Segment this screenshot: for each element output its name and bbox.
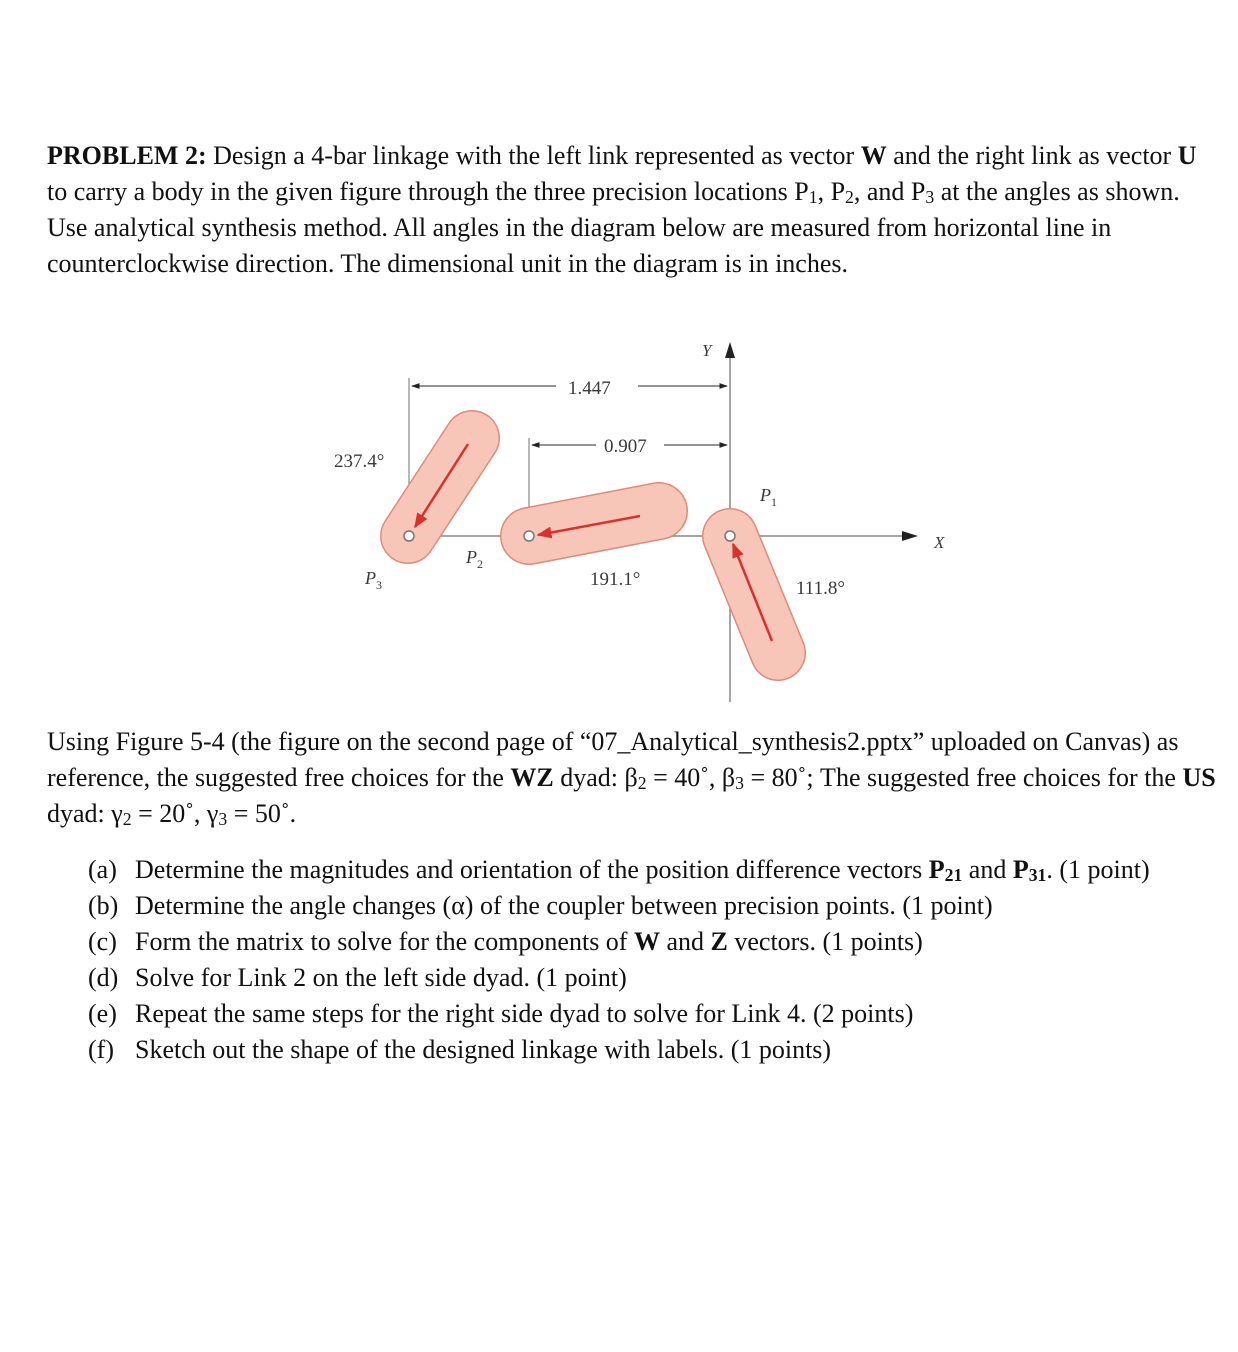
y-axis-arrowhead — [725, 342, 735, 358]
part-c — [88, 924, 1208, 960]
part-d-text: Solve for Link 2 on the left side dyad. (1 point) — [135, 963, 627, 992]
problem-text-4: , P — [817, 177, 846, 206]
p3-label — [364, 568, 382, 592]
part-c-vector-w: W — [633, 927, 660, 956]
x-axis-label: X — [934, 533, 945, 552]
p3-label-sub: 3 — [376, 578, 382, 592]
reference-text-7: = 50˚. — [227, 799, 297, 828]
part-a — [88, 852, 1208, 888]
vector-p21-letter: P — [928, 855, 945, 884]
part-e-label: (e) — [88, 999, 117, 1028]
angle-p3-label: 237.4° — [334, 451, 385, 472]
subscript-3: 3 — [925, 187, 935, 208]
p2-label — [465, 547, 483, 571]
part-c-label: (c) — [88, 927, 117, 956]
part-b — [88, 888, 1208, 924]
part-b-label: (b) — [88, 891, 119, 920]
us-dyad: US — [1182, 763, 1216, 792]
precision-point-p1 — [725, 531, 735, 541]
part-d-label: (d) — [88, 963, 119, 992]
vector-p21 — [929, 855, 963, 884]
part-d — [88, 960, 1208, 996]
y-axis-label: Y — [702, 341, 712, 360]
reference-text-1: Using Figure 5-4 (the figure on the second page of “07_Analytical_synthesis2.pptx” uploaded on Canvas) as reference, the suggested free choices for the — [47, 727, 1179, 792]
problem-heading: PROBLEM 2: — [47, 141, 207, 170]
problem-text-6: at the angles as shown. Use analytical synthesis method. All angles in the diagram below are measured from horizontal line in counterclockwise direction. The dimensional unit in the diagram is in inches. — [47, 177, 1180, 278]
part-c-text-1: Form the matrix to solve for the components of — [135, 927, 634, 956]
precision-point-p3 — [404, 531, 414, 541]
part-e-text: Repeat the same steps for the right side dyad to solve for Link 4. (2 points) — [135, 999, 914, 1028]
p1-label — [759, 485, 777, 509]
gamma2-sub: 2 — [122, 809, 132, 830]
part-f-label: (f) — [88, 1035, 114, 1064]
dimension-1447-label: 1.447 — [568, 378, 611, 399]
vector-u: U — [1177, 141, 1197, 170]
subscript-2: 2 — [845, 187, 854, 208]
part-c-text-2: vectors. (1 points) — [727, 927, 923, 956]
part-a-text-1: Determine the magnitudes and orientation of the position difference vectors — [135, 855, 929, 884]
vector-p31-sub: 31 — [1028, 865, 1047, 886]
wz-dyad: WZ — [510, 763, 554, 792]
linkage-figure — [320, 330, 960, 710]
problem-text-1: Design a 4-bar linkage with the left link represented as vector — [206, 141, 861, 170]
gamma3-sub: 3 — [218, 809, 228, 830]
reference-text-4: = 80˚; The suggested free choices for the — [744, 763, 1183, 792]
dimension-0907-label: 0.907 — [604, 436, 647, 457]
part-a-label: (a) — [88, 855, 117, 884]
part-a-text-2: . (1 point) — [1046, 855, 1150, 884]
part-c-and: and — [659, 927, 711, 956]
part-e — [88, 996, 1208, 1032]
p1-label-letter: P — [760, 485, 771, 505]
vector-p31-letter: P — [1012, 855, 1029, 884]
angle-p2-label: 191.1° — [590, 569, 641, 590]
angle-p1-label: 111.8° — [796, 578, 845, 599]
vector-p21-sub: 21 — [944, 865, 963, 886]
reference-text-6: = 20˚, γ — [131, 799, 219, 828]
precision-point-p2 — [524, 531, 534, 541]
reference-text-5: dyad: γ — [47, 799, 123, 828]
part-f-text: Sketch out the shape of the designed linkage with labels. (1 points) — [135, 1035, 832, 1064]
reference-text-3: = 40˚, β — [646, 763, 736, 792]
problem-statement — [47, 138, 1207, 282]
x-axis-arrowhead — [902, 531, 918, 541]
part-b-text: Determine the angle changes (α) of the coupler between precision points. (1 point) — [135, 891, 993, 920]
vector-w: W — [860, 141, 887, 170]
part-c-vector-z: Z — [710, 927, 728, 956]
p2-label-sub: 2 — [477, 557, 483, 571]
question-parts — [88, 852, 1208, 1068]
problem-text-5: , and P — [853, 177, 926, 206]
p2-label-letter: P — [466, 547, 477, 567]
beta2-sub: 2 — [637, 773, 647, 794]
beta3-sub: 3 — [735, 773, 745, 794]
reference-text-2: dyad: β — [553, 763, 638, 792]
part-f — [88, 1032, 1208, 1068]
p1-label-sub: 1 — [771, 495, 777, 509]
problem-text-3: to carry a body in the given figure through the three precision locations P — [47, 177, 809, 206]
reference-paragraph — [47, 724, 1217, 832]
p3-label-letter: P — [365, 568, 376, 588]
vector-p31 — [1013, 855, 1047, 884]
problem-text-2: and the right link as vector — [886, 141, 1178, 170]
part-a-and: and — [962, 855, 1013, 884]
subscript-1: 1 — [808, 187, 818, 208]
